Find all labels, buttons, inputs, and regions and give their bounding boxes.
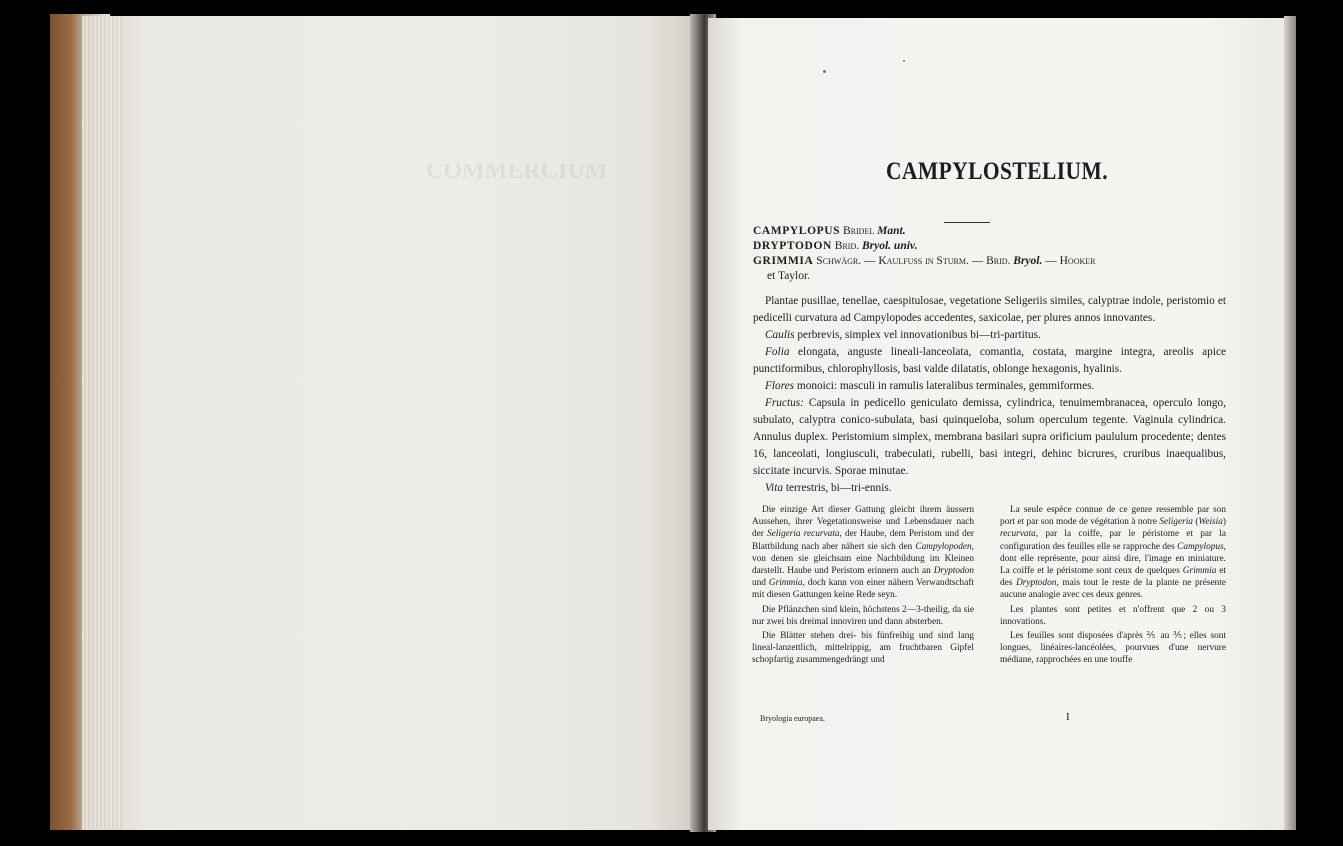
latin-label: Vita	[765, 482, 783, 494]
species-name: recurvata	[1000, 529, 1036, 540]
synonym-work: Bryol. univ.	[861, 240, 918, 252]
latin-folia	[753, 344, 1226, 378]
species-name: Seligeria recurvata	[767, 529, 840, 540]
synonym-genus: DRYPTODON	[753, 240, 832, 252]
text: und	[752, 578, 766, 589]
latin-text: monoici: masculi in ramulis lateralibus terminales, gemmiformes.	[796, 380, 1095, 392]
latin-text: terrestris, bi—tri-ennis.	[785, 482, 892, 494]
synonym-line-1	[753, 224, 1223, 239]
german-paragraph-1	[752, 504, 974, 602]
ink-spot	[903, 60, 905, 62]
latin-text: elongata, anguste lineali-lanceolata, comantia, costata, margine integra, areolis apice punctiformibus, chlorophyllosis, basi valde dilatatis, oblonge hexagonis, hyalinis.	[753, 346, 1226, 375]
synonym-author: Brid.	[834, 240, 860, 252]
right-page-content	[708, 18, 1286, 830]
synonym-line-2	[753, 239, 1223, 254]
latin-label: Caulis	[765, 329, 795, 341]
text: , par la coiffe, par le péristome et par la configuration des feuilles elle se rapproche des	[1000, 529, 1226, 552]
latin-caulis	[753, 327, 1226, 344]
synonym-author: Bridel	[843, 225, 875, 237]
genus-name: Seligeria	[1159, 517, 1193, 528]
synonym-author: Schwägr. — Kaulfuss in Sturm. — Brid.	[816, 255, 1011, 267]
text: , von denen sie gleichsam eine Nachbildung im Kleinen darstellt. Haube und Peristom erinnern auch an	[752, 541, 974, 577]
left-page	[96, 16, 696, 830]
ink-spot	[823, 70, 826, 73]
genus-name: Grimmia	[1182, 566, 1217, 577]
french-column	[1000, 504, 1226, 669]
text: , dont elle représente, pour ainsi dire, l'image en miniature. La coiffe et le péristome sont ceux de quelques	[1000, 541, 1226, 577]
synonym-genus: CAMPYLOPUS	[753, 225, 841, 237]
latin-flores	[753, 378, 1226, 395]
genus-name: Campylopus	[1177, 541, 1224, 552]
genus-name: Weisia	[1198, 517, 1223, 528]
synonym-line-3	[753, 254, 1223, 269]
french-paragraph-1	[1000, 504, 1226, 602]
french-paragraph-3: Les feuilles sont disposées d'après ⅖ au ⅗; elles sont longues, linéaires-lancéolées, pourvues d'une nervure médiane, rapprochées en une touffe	[1000, 631, 1226, 666]
text: Die einzige Art dieser Gattung gleicht ihrem äussern Aussehen, ihrer Vegetationsweise und Lebensdauer nach der	[752, 505, 974, 540]
footer-signature: Bryologia europaea.	[760, 714, 825, 723]
latin-text: perbrevis, simplex vel innovationibus bi—tri-partitus.	[797, 329, 1041, 341]
footer-sheet-mark: I	[1066, 711, 1070, 723]
text: et des	[1000, 566, 1227, 589]
synonym-line-3-cont: et Taylor.	[767, 270, 811, 282]
german-column	[752, 504, 974, 669]
latin-label: Flores	[765, 380, 795, 392]
latin-vita	[753, 480, 1226, 497]
latin-description	[753, 293, 1226, 497]
genus-title: CAMPYLOSTELIUM.	[885, 158, 1109, 185]
latin-fructus	[753, 395, 1226, 480]
synonym-author-tail: — Hooker	[1045, 255, 1096, 267]
genus-name: Campylopoden	[915, 541, 972, 552]
left-page-bleedthrough-title: COMMERCIUM	[426, 164, 608, 178]
latin-label: Fructus:	[765, 397, 804, 409]
german-paragraph-3: Die Blätter stehen drei- bis fünfreihig und sind lang lineal-lanzettlich, mittelrippig, am fruchtbaren Gipfel schopfartig zusammengedrängt und	[752, 631, 974, 666]
latin-intro: Plantae pusillae, tenellae, caespitulosae, vegetatione Seligeriis similes, calyptrae indole, peristomio et pedicelli curvatura ad Campylopodes accedentes, saxicolae, per plures annos innovantes.	[753, 295, 1226, 324]
text: , der Haube, dem Peristom und der Blattbildung nach aber nähert sie sich den	[752, 529, 974, 552]
genus-name: Dryptodon	[1016, 578, 1057, 589]
genus-name: Dryptodon	[933, 566, 974, 577]
left-page-stack	[82, 16, 122, 830]
german-paragraph-2: Die Pflänzchen sind klein, höchstens 2—3-theilig, da sie nur zwei bis dreimal innoviren und dann absterben.	[752, 604, 974, 627]
text: La seule espèce connue de ce genre ressemble par son port et par son mode de végétation à notre	[1000, 505, 1226, 528]
latin-text: Capsula in pedicello geniculato demissa, cylindrica, tenuimembranacea, operculo longo, subulato, calyptra conico-subulata, basi quinqueloba, solum operculum tegente. Vaginula cylindrica. Annulus duplex. Peristomium simplex, membrana basilari supra orificium paululum procedente; dentes 16, lanceolati, longiusculi, trabeculati, rubelli, basi integri, dehinc bicrures, cruribus inaequalibus, siccitate incurvis. Sporae minutae.	[753, 397, 1227, 477]
text: , doch kann von einer nähern Verwandtschaft mit diesen Gattungen keine Rede seyn.	[752, 578, 974, 601]
text: )	[1222, 517, 1226, 528]
french-paragraph-2: Les plantes sont petites et n'offrent que 2 ou 3 innovations.	[1000, 604, 1226, 627]
text: (	[1195, 517, 1199, 528]
genus-name: Grimmia	[768, 578, 803, 589]
title-rule	[944, 222, 990, 223]
synonym-work: Bryol.	[1013, 255, 1043, 267]
synonym-work: Mant.	[877, 225, 906, 237]
text: , mais tout le reste de la plante ne présente aucune analogie avec ces deux genres.	[1000, 578, 1226, 601]
synonym-genus: GRIMMIA	[753, 255, 814, 267]
latin-label: Folia	[765, 346, 790, 358]
